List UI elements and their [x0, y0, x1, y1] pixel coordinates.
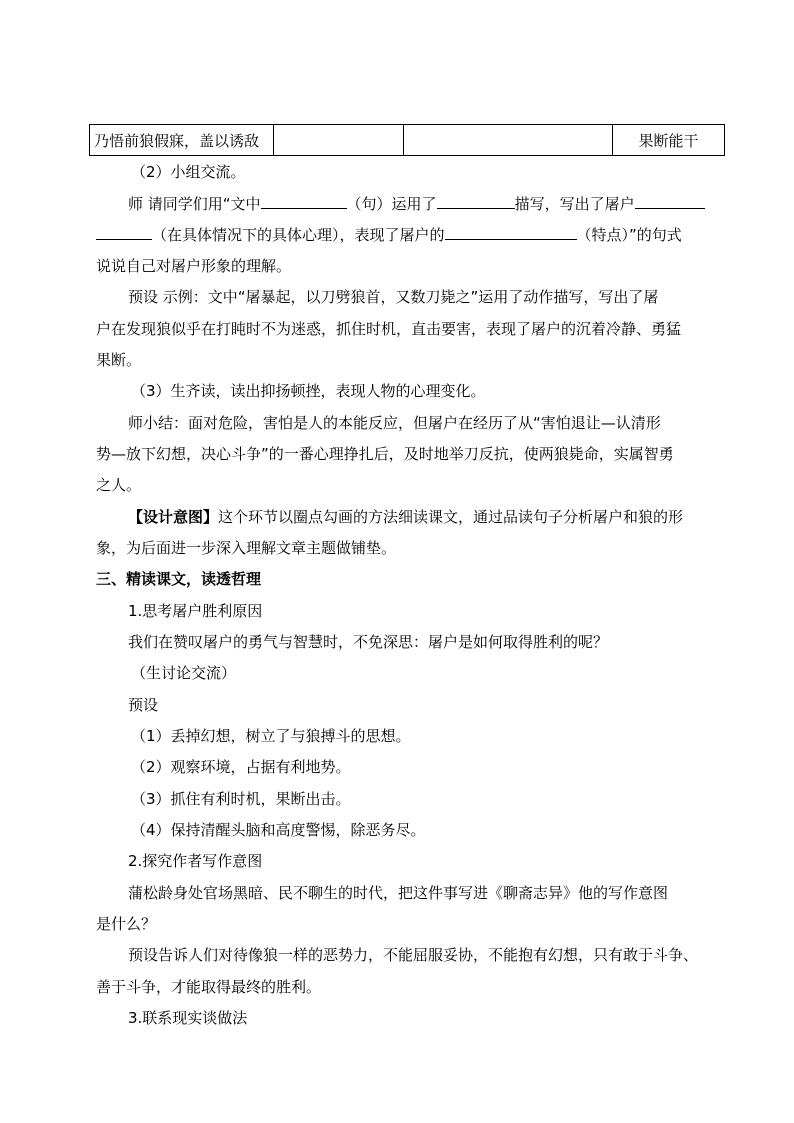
paragraph: 预设 示例：文中“屠暴起，以刀劈狼首，又数刀毙之”运用了动作描写，写出了屠 — [128, 288, 659, 306]
paragraph: （3）生齐读，读出抑扬顿挫，表现人物的心理变化。 — [131, 382, 486, 400]
blank-line — [261, 193, 347, 209]
list-item: （3）抓住有利时机，果断出击。 — [131, 790, 351, 808]
table-cell — [404, 125, 613, 156]
blank-line — [445, 224, 577, 240]
paragraph: 是什么？ — [96, 915, 157, 933]
text-segment: 这个环节以圈点勾画的方法细读课文，通过品读句子分析屠户和狼的形 — [218, 508, 684, 526]
table-cell — [274, 125, 404, 156]
subheading: 1.思考屠户胜利原因 — [128, 602, 263, 620]
text-segment: 描写，写出了屠户 — [514, 195, 635, 213]
table-row — [90, 125, 725, 156]
paragraph-fill-blank — [96, 224, 726, 245]
paragraph: 我们在赞叹屠户的勇气与智慧时，不免深思：屠户是如何取得胜利的呢？ — [128, 633, 609, 651]
list-item: （4）保持清醒头脑和高度警惕，除恶务尽。 — [131, 821, 426, 839]
paragraph: 说说自己对屠户形象的理解。 — [96, 257, 292, 275]
paragraph-fill-blank — [128, 193, 726, 214]
blank-line — [635, 193, 705, 209]
blank-line — [437, 193, 515, 209]
text-segment: 师 请同学们用“文中 — [128, 195, 261, 213]
paragraph: 蒲松龄身处官场黑暗、民不聊生的时代，把这件事写进《聊斋志异》他的写作意图 — [128, 884, 669, 902]
paragraph: 果断。 — [96, 351, 142, 369]
paragraph: 之人。 — [96, 476, 142, 494]
analysis-table — [89, 124, 725, 156]
design-intent-paragraph — [128, 507, 726, 527]
paragraph: 势—放下幻想，决心斗争”的一番心理挣扎后，及时地举刀反抗，使两狼毙命，实属智勇 — [96, 445, 674, 463]
text-segment: （特点）”的句式 — [576, 226, 682, 244]
list-item: （1）丢掉幻想，树立了与狼搏斗的思想。 — [131, 727, 411, 745]
paragraph: 善于斗争，才能取得最终的胜利。 — [96, 978, 322, 996]
section-heading: 三、精读课文，读透哲理 — [96, 570, 262, 588]
paragraph: （生讨论交流） — [131, 664, 237, 682]
paragraph: 师小结：面对危险，害怕是人的本能反应，但屠户在经历了从“害怕退让—认清形 — [128, 414, 661, 432]
paragraph: 预设 — [128, 696, 159, 714]
list-item: （2）观察环境，占据有利地势。 — [131, 758, 351, 776]
text-segment: （在具体情况下的具体心理），表现了屠户的 — [152, 226, 445, 244]
text-segment: （句）运用了 — [346, 195, 437, 213]
paragraph: 预设告诉人们对待像狼一样的恶势力，不能屈服妥协，不能抱有幻想，只有敢于斗争、 — [128, 946, 699, 964]
subheading: 3.联系现实谈做法 — [128, 1009, 248, 1027]
subheading: 2.探究作者写作意图 — [128, 852, 263, 870]
blank-line — [96, 224, 152, 240]
design-intent-label: 【设计意图】 — [128, 508, 219, 526]
paragraph: 象，为后面进一步深入理解文章主题做铺垫。 — [96, 539, 397, 557]
paragraph: （2）小组交流。 — [131, 163, 246, 181]
table-cell: 果断能干 — [613, 125, 725, 156]
paragraph: 户在发现狼似乎在打盹时不为迷惑，抓住时机，直击要害，表现了屠户的沉着冷静、勇猛 — [96, 320, 682, 338]
table-cell: 乃悟前狼假寐，盖以诱敌 — [90, 125, 274, 156]
